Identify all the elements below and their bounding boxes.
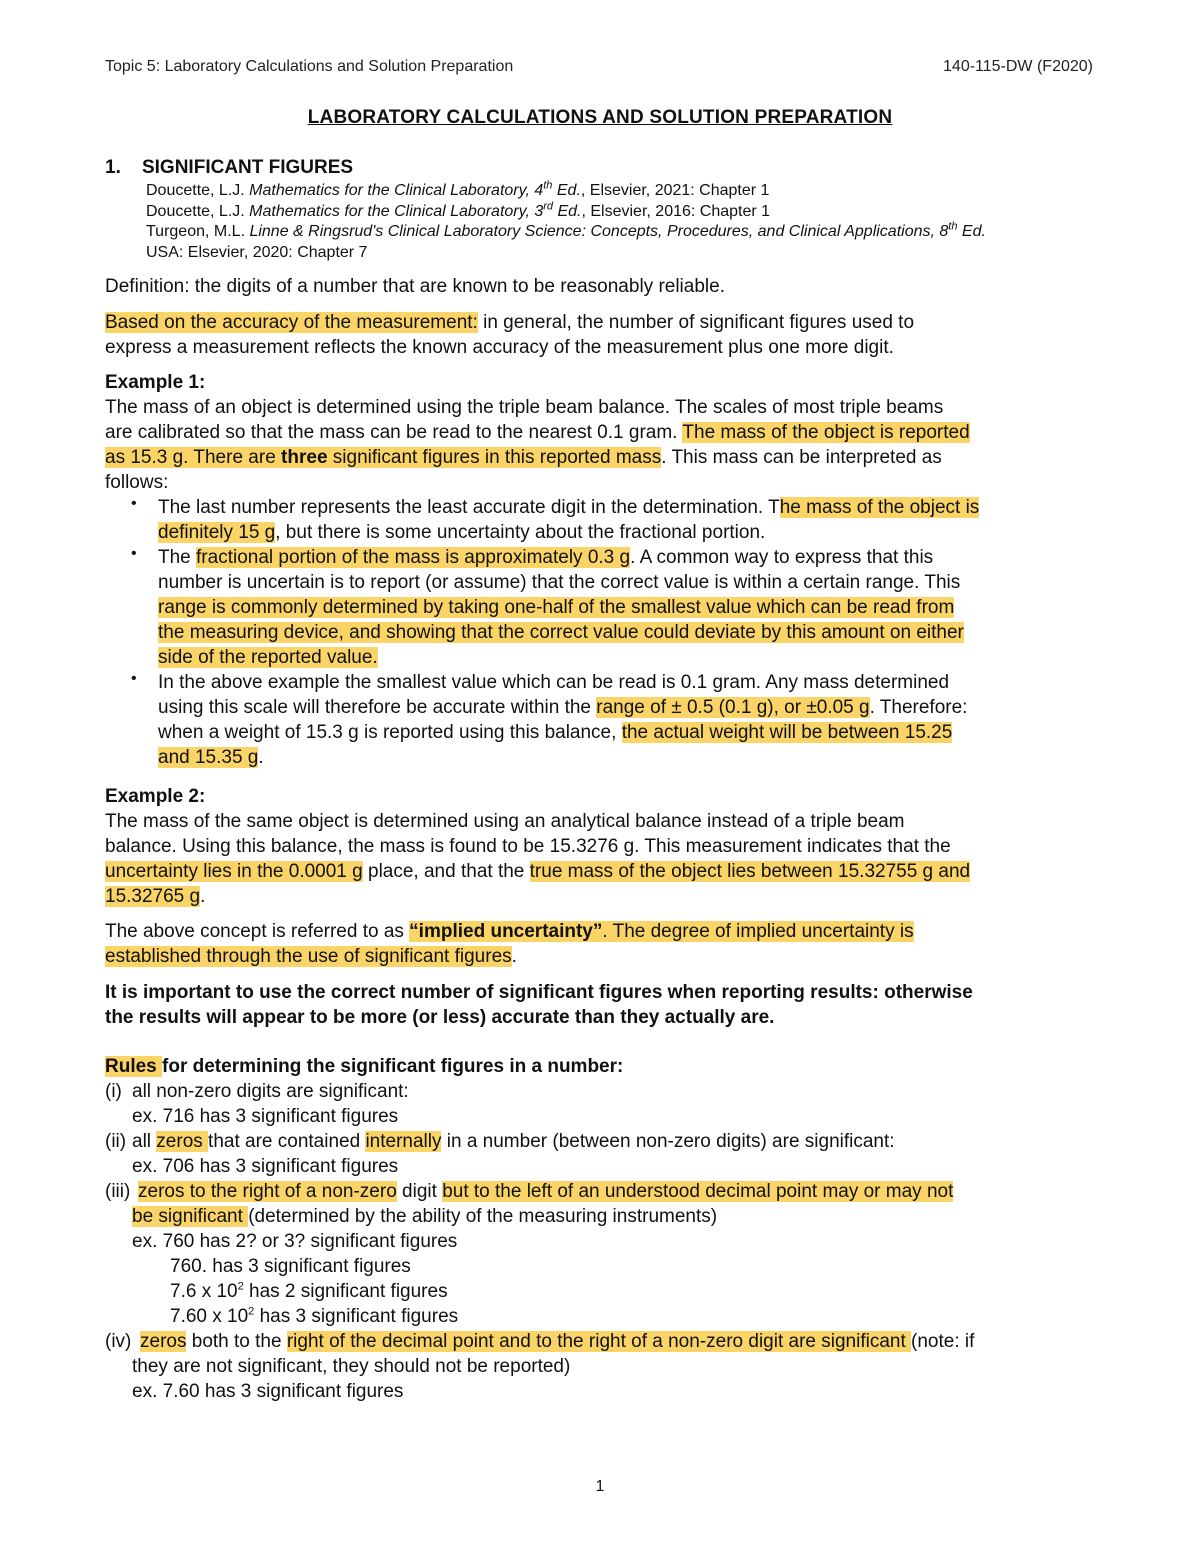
rule-4: (iv) zeros both to the right of the decimal point and to the right of a non-zero digit are significant (note: if they are not significant, they should not be reported) ex. 7.60 has 3 significant figures [105,1331,975,1402]
important-note: It is important to use the correct number of significant figures when reporting results: otherwise the results will appear to be more (or less) accurate than they actually are. [105,982,973,1028]
highlight: The mass of the object is reported [682,422,970,443]
bullet-item-1: • The last number represents the least accurate digit in the determination. The mass of the object is definitely 15 g, but there is some uncertainty about the fractional portion. [131,495,980,543]
example-1: Example 1: The mass of an object is determined using the triple beam balance. The scales of most triple beams are calibrated so that the mass can be read to the nearest 0.1 gram. The mass of the object is reported as 15.3 g. There are three significant figures in this reported mass. This mass can be interpreted as follows: • The last number represents the least accurate digit in the determination. The mass of the object is definitely 15 g, but there is some uncertainty about the fractional portion. • The fractional portion of the mass is approximately 0.3 g. A common way to express that this number is uncertain is to report (or assume) that the correct value is within a certain range. This range is commonly determined by taking one-half of the smallest value which can be read from the measuring device, and showing that the correct value could deviate by this amount on either side of the reported value. • In the above example the smallest value which can be read is 0.1 gram. Any mass determined using this scale will therefore be accurate within the range of ± 0.5 (0.1 g), or ±0.05 g. Therefore: when a weight of 15.3 g is reported using this balance, the actual weight will be between 15.25 and 15.35 g. [105,370,1105,770]
reference-2: Doucette, L.J. Mathematics for the Clinical Laboratory, 3rd Ed., Elsevier, 2016: Chapter 1 [146,200,771,220]
page-title: LABORATORY CALCULATIONS AND SOLUTION PREPARATION [307,107,893,128]
section-heading-block [105,155,1105,180]
section-number: 1. [105,157,121,178]
definition-text: Definition: the digits of a number that are known to be reasonably reliable. [105,276,725,297]
rule-2: (ii) all zeros that are contained internally in a number (between non-zero digits) are significant: ex. 706 has 3 significant figures [105,1131,895,1177]
bullet-icon: • [131,670,137,687]
example-2: Example 2: The mass of the same object is determined using an analytical balance instead of a triple beam balance. Using this balance, the mass is found to be 15.3276 g. This measurement indicates that the uncertainty lies in the 0.0001 g place, and that the true mass of the object lies between 15.32755 g and 15.32765 g. [105,786,971,907]
page-number: 1 [595,1478,605,1495]
example-2-heading: Example 2: [105,786,206,807]
rule-3: (iii) zeros to the right of a non-zero digit but to the left of an understood decimal point may or may not be significant (determined by the ability of the measuring instruments) ex. 760 has 2? or 3? significant figures 760. has 3 significant figures 7.6 x $10^2$ has 2 significant figures 7.60 x $10^2$ has 3 significant figures [105,1181,954,1327]
bullet-item-3: • In the above example the smallest value which can be read is 0.1 gram. Any mass determined using this scale will therefore be accurate within the range of ± 0.5 (0.1 g), or ±0.05 g. Therefore: when a weight of 15.3 g is reported using this balance, the actual weight will be between 15.25 and 15.35 g. [131,670,968,768]
references [146,181,1146,263]
implied-uncertainty-paragraph: The above concept is referred to as “implied uncertainty”. The degree of implied uncertainty is established through the use of significant figures. [105,921,914,967]
highlight: as 15.3 g. There are three significant figures in this reported mass [105,447,662,468]
definition-block [105,274,1105,299]
bullet-icon: • [131,495,137,512]
bullet-icon: • [131,545,137,562]
bullet-item-2: • The fractional portion of the mass is approximately 0.3 g. A common way to express that this number is uncertain is to report (or assume) that the correct value is within a certain range. This range is commonly determined by taking one-half of the smallest value which can be read from the measuring device, and showing that the correct value could deviate by this amount on either side of the reported value. [131,545,964,668]
rules-heading: Rules for determining the significant figures in a number: [105,1056,624,1077]
running-header-left: Topic 5: Laboratory Calculations and Solution Preparation [105,58,514,75]
reference-1: Doucette, L.J. Mathematics for the Clinical Laboratory, 4th Ed., Elsevier, 2021: Chapter 1 [146,179,770,199]
running-header-right: 140-115-DW (F2020) [943,58,1093,75]
reference-3: Turgeon, M.L. Linne & Ringsrud's Clinical Laboratory Science: Concepts, Procedures, and Clinical Applications, 8th Ed. [146,220,986,240]
highlight: Based on the accuracy of the measurement: [105,312,478,333]
reference-4: USA: Elsevier, 2020: Chapter 7 [146,243,368,261]
example-1-heading: Example 1: [105,372,206,393]
section-title: SIGNIFICANT FIGURES [141,157,354,178]
rule-1: (i) all non-zero digits are significant: ex. 716 has 3 significant figures [105,1081,409,1127]
accuracy-paragraph: Based on the accuracy of the measurement: in general, the number of significant figures used to express a measurement reflects the known accuracy of the measurement plus one more digit. [105,312,915,358]
rules-list [105,1054,1105,1404]
section-heading [105,155,1105,180]
